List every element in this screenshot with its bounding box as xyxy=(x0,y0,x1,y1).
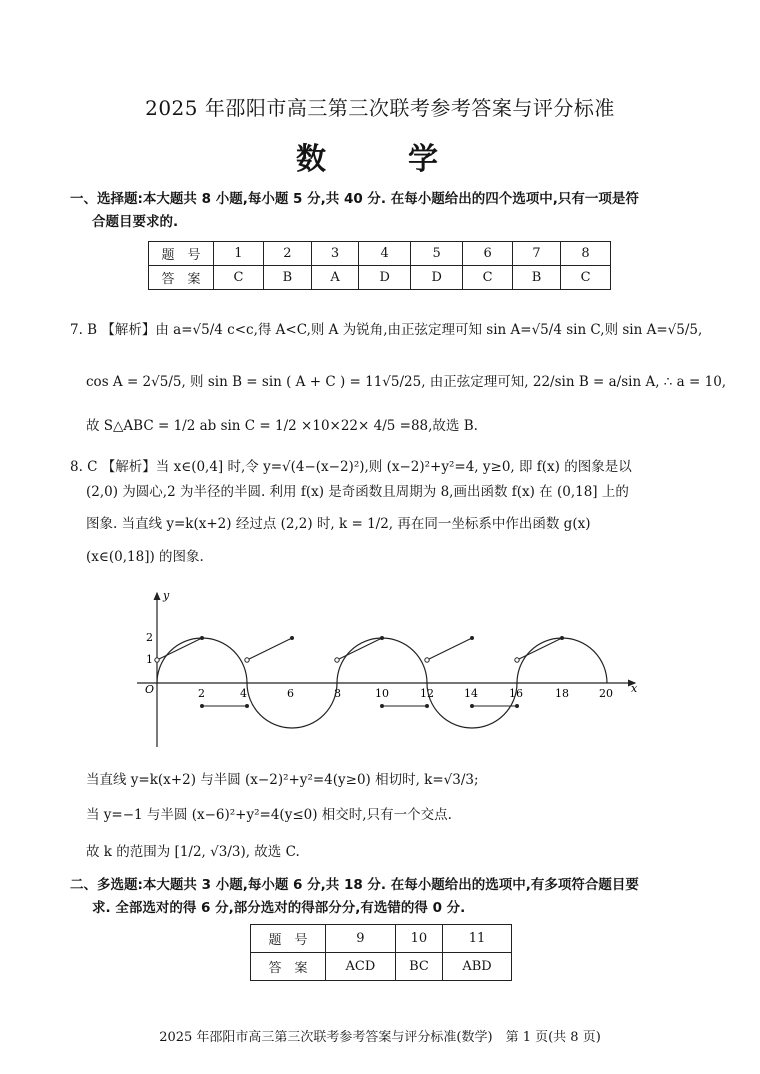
endpoint-closed xyxy=(425,704,429,708)
x-tick-label: 20 xyxy=(599,687,613,700)
g-segment xyxy=(157,638,202,660)
section2-heading-line1: 二、多选题:本大题共 3 小题,每小题 6 分,共 18 分. 在每小题给出的选项中,有多项符合题目要 xyxy=(70,877,639,893)
q7-line1: 7. B 【解析】由 a=√5/4 c<c,得 A<C,则 A 为锐角,由正弦定理可知 sin A=√5/4 sin C,则 sin A=√5/5, xyxy=(70,322,703,338)
table-cell: B xyxy=(263,266,311,290)
table-row xyxy=(149,242,611,266)
table-cell: 11 xyxy=(443,925,512,953)
x-tick-label: 10 xyxy=(375,687,389,700)
row-label: 题 号 xyxy=(251,925,326,953)
x-tick-label: 16 xyxy=(509,687,523,700)
q8-line2: (2,0) 为圆心,2 为半径的半圆. 利用 f(x) 是奇函数且周期为 8,画出函数 f(x) 在 (0,18] 上的 xyxy=(86,484,629,500)
section1-heading-line2: 合题目要求的. xyxy=(92,214,179,230)
x-tick-label: 4 xyxy=(240,687,247,700)
y-tick-label: 1 xyxy=(146,653,153,666)
row-label: 答 案 xyxy=(251,953,326,981)
endpoint-closed xyxy=(290,636,294,640)
table-cell: ACD xyxy=(326,953,396,981)
table-cell: 9 xyxy=(326,925,396,953)
q8-line3: 图象. 当直线 y=k(x+2) 经过点 (2,2) 时, k = 1/2, 再在同一坐标系中作出函数 g(x) xyxy=(86,516,591,532)
table-row xyxy=(149,266,611,290)
table-cell: 10 xyxy=(395,925,442,953)
table-cell: C xyxy=(561,266,611,290)
endpoint-open xyxy=(515,658,519,662)
q8-line4: (x∈(0,18]) 的图象. xyxy=(86,549,204,565)
endpoint-closed xyxy=(515,704,519,708)
endpoint-closed xyxy=(245,704,249,708)
x-tick-label: 18 xyxy=(555,687,569,700)
endpoint-closed xyxy=(470,704,474,708)
q8-after-line1: 当直线 y=k(x+2) 与半圆 (x−2)²+y²=4(y≥0) 相切时, k=√3/3; xyxy=(86,772,479,788)
x-tick-label: 12 xyxy=(420,687,434,700)
x-axis-label: x xyxy=(631,682,638,695)
g-segment xyxy=(517,638,562,660)
endpoint-closed xyxy=(380,704,384,708)
table-cell: C xyxy=(214,266,264,290)
document-title: 2025 年邵阳市高三第三次联考参考答案与评分标准 xyxy=(145,96,615,120)
table-cell: B xyxy=(513,266,561,290)
section1-heading xyxy=(70,188,695,234)
page-footer: 2025 年邵阳市高三第三次联考参考答案与评分标准(数学) 第 1 页(共 8 页) xyxy=(159,1030,601,1045)
table-cell: BC xyxy=(395,953,442,981)
q8-after-line2: 当 y=−1 与半圆 (x−6)²+y²=4(y≤0) 相交时,只有一个交点. xyxy=(86,807,452,823)
endpoint-closed xyxy=(200,704,204,708)
row-label: 题 号 xyxy=(149,242,214,266)
table-cell: 7 xyxy=(513,242,561,266)
endpoint-closed xyxy=(560,636,564,640)
endpoint-open xyxy=(245,658,249,662)
q8-line1: 8. C 【解析】当 x∈(0,4] 时,令 y=√(4−(x−2)²),则 (x−2)²+y²=4, y≥0, 即 f(x) 的图象是以 xyxy=(70,459,632,475)
x-tick-label: 2 xyxy=(198,687,205,700)
q7-line2: cos A = 2√5/5, 则 sin B = sin ( A + C ) = 11√5/25, 由正弦定理可知, 22/sin B = a/sin A, ∴ a = 10, xyxy=(86,374,727,390)
origin-label: O xyxy=(145,683,155,696)
x-tick-label: 6 xyxy=(287,687,294,700)
endpoint-closed xyxy=(200,636,204,640)
y-axis-label: y xyxy=(163,589,170,602)
q7-line3: 故 S△ABC = 1/2 ab sin C = 1/2 ×10×22× 4/5 =88,故选 B. xyxy=(86,418,478,434)
section2-heading xyxy=(70,874,695,920)
g-segment xyxy=(337,638,382,660)
table-cell: 5 xyxy=(411,242,463,266)
g-segment xyxy=(247,638,292,660)
function-graph xyxy=(125,585,645,755)
table-cell: 8 xyxy=(561,242,611,266)
table-cell: C xyxy=(463,266,513,290)
table-cell: 4 xyxy=(359,242,411,266)
table-cell: 3 xyxy=(311,242,358,266)
table-cell: 6 xyxy=(463,242,513,266)
endpoint-closed xyxy=(470,636,474,640)
endpoint-open xyxy=(155,658,159,662)
endpoint-closed xyxy=(380,636,384,640)
row-label: 答 案 xyxy=(149,266,214,290)
section2-heading-line2: 求. 全部选对的得 6 分,部分选对的得部分分,有选错的得 0 分. xyxy=(92,900,466,916)
table-cell: D xyxy=(411,266,463,290)
table-cell: D xyxy=(359,266,411,290)
table-row xyxy=(251,953,512,981)
subject-title: 数 学 xyxy=(296,142,464,177)
answer-table-1 xyxy=(148,241,611,290)
endpoint-open xyxy=(425,658,429,662)
endpoint-open xyxy=(335,658,339,662)
y-tick-label: 2 xyxy=(146,631,153,644)
table-cell: 1 xyxy=(214,242,264,266)
table-row xyxy=(251,925,512,953)
q8-after-line3: 故 k 的范围为 [1/2, √3/3), 故选 C. xyxy=(86,844,300,860)
x-tick-label: 14 xyxy=(464,687,478,700)
table-cell: A xyxy=(311,266,358,290)
section1-heading-line1: 一、选择题:本大题共 8 小题,每小题 5 分,共 40 分. 在每小题给出的四个选项中,只有一项是符 xyxy=(70,191,639,207)
answer-table-2 xyxy=(250,924,512,981)
table-cell: ABD xyxy=(443,953,512,981)
x-tick-label: 8 xyxy=(334,687,341,700)
g-segment xyxy=(427,638,472,660)
table-cell: 2 xyxy=(263,242,311,266)
